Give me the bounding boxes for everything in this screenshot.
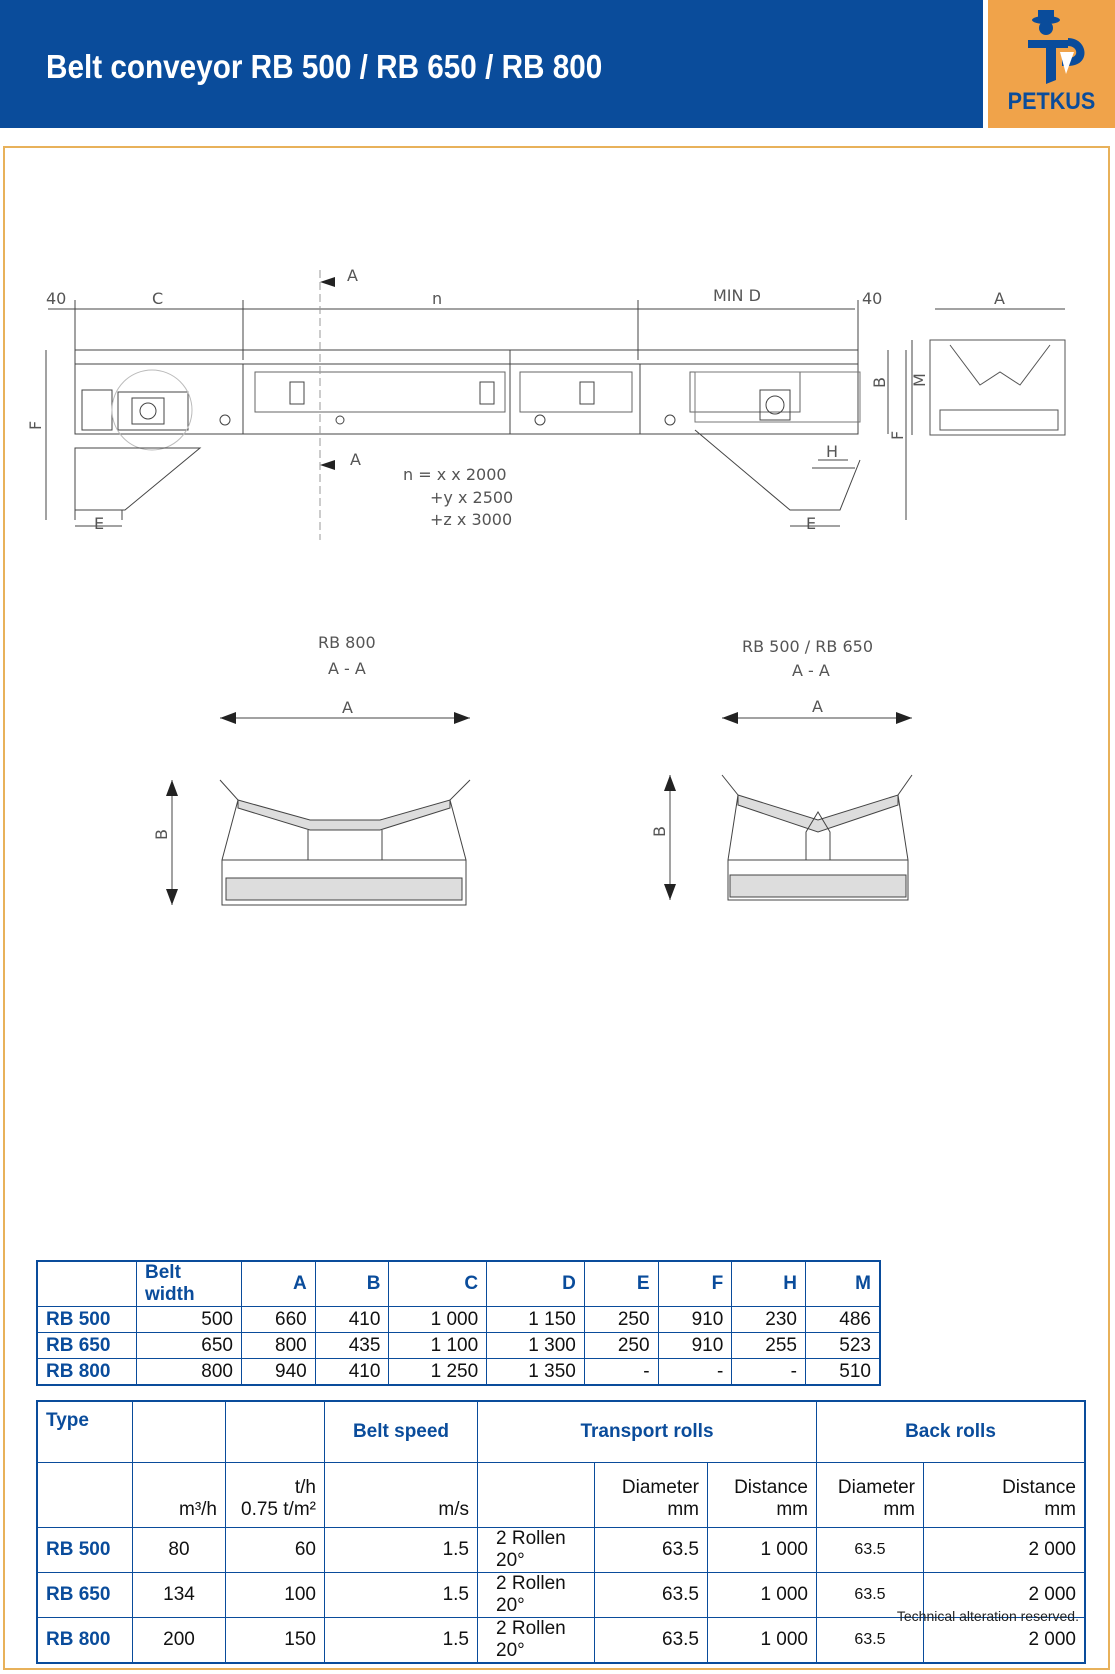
transport-rolls-header: Transport rolls <box>478 1401 817 1463</box>
transport-distance <box>708 1463 817 1528</box>
table-header: M <box>806 1261 881 1307</box>
table-header: E <box>584 1261 658 1307</box>
unit-th-line1: t/h <box>294 1477 316 1498</box>
dim-n: n <box>432 289 443 308</box>
mm-label: mm <box>667 1499 699 1520</box>
table-cell: - <box>584 1359 658 1386</box>
table-cell: 940 <box>242 1359 316 1386</box>
distance-label: Distance <box>734 1477 808 1498</box>
table-cell: 63.5 <box>595 1528 708 1573</box>
table-header <box>37 1261 137 1307</box>
dim-40-left: 40 <box>46 289 67 308</box>
row-label: RB 650 <box>37 1573 133 1618</box>
back-diameter <box>817 1463 924 1528</box>
table-cell: 1.5 <box>325 1618 478 1664</box>
table-row <box>37 1618 1085 1664</box>
table-cell: 60 <box>226 1528 325 1573</box>
type-label: Type <box>46 1410 89 1431</box>
empty-header <box>133 1401 226 1463</box>
table-cell: 63.5 <box>817 1528 924 1573</box>
table-cell: 200 <box>133 1618 226 1664</box>
table-header: F <box>658 1261 732 1307</box>
table-cell: 63.5 <box>595 1618 708 1664</box>
unit-th <box>226 1463 325 1528</box>
left-support-leg <box>75 448 200 510</box>
table-cell: 250 <box>584 1333 658 1359</box>
table-cell: 2 Rollen 20° <box>478 1573 595 1618</box>
rb800-dim-b: B <box>152 829 171 840</box>
table-cell: 1.5 <box>325 1528 478 1573</box>
table-cell: 63.5 <box>595 1573 708 1618</box>
dim-40-right: 40 <box>862 289 883 308</box>
table-header: Belt width <box>137 1261 242 1307</box>
rb800-dim-a: A <box>342 698 353 717</box>
back-rolls-header: Back rolls <box>817 1401 1086 1463</box>
table-cell: 134 <box>133 1573 226 1618</box>
dim-min-d: MIN D <box>713 286 761 305</box>
empty-subheader <box>478 1463 595 1528</box>
rb500-section-subtitle: A - A <box>792 661 830 680</box>
diameter-label: Diameter <box>837 1477 915 1498</box>
table-cell: 1 000 <box>708 1573 817 1618</box>
dim-b-right: B <box>870 377 889 388</box>
distance-label: Distance <box>1002 1477 1076 1498</box>
table-cell: 523 <box>806 1333 881 1359</box>
empty-header <box>226 1401 325 1463</box>
table-cell: 1 150 <box>487 1307 585 1333</box>
table-cell: 150 <box>226 1618 325 1664</box>
table-cell: 486 <box>806 1307 881 1333</box>
table-cell: 650 <box>137 1333 242 1359</box>
table-cell: 250 <box>584 1307 658 1333</box>
table-cell: 1 000 <box>389 1307 487 1333</box>
dim-a-end: A <box>994 289 1005 308</box>
table-header: D <box>487 1261 585 1307</box>
table-cell: 660 <box>242 1307 316 1333</box>
formula-line-1: n = x x 2000 <box>403 465 507 484</box>
row-label: RB 500 <box>37 1307 137 1333</box>
mm-label: mm <box>1044 1499 1076 1520</box>
table-header: A <box>242 1261 316 1307</box>
table-cell: 2 Rollen 20° <box>478 1618 595 1664</box>
section-a-top: A <box>347 266 358 285</box>
table-cell: 1 100 <box>389 1333 487 1359</box>
table-cell: 910 <box>658 1307 732 1333</box>
belt-speed-header: Belt speed <box>325 1401 478 1463</box>
table-cell: 1 000 <box>708 1618 817 1664</box>
rb800-section-title: RB 800 <box>318 633 376 652</box>
table-cell: 510 <box>806 1359 881 1386</box>
conveyor-frame-top <box>75 350 858 364</box>
table-cell: 500 <box>137 1307 242 1333</box>
table-cell: 1 300 <box>487 1333 585 1359</box>
table-row <box>37 1528 1085 1573</box>
rb500-dim-b: B <box>650 826 669 837</box>
row-label: RB 500 <box>37 1528 133 1573</box>
table-row <box>37 1333 880 1359</box>
dim-e-right: E <box>806 514 817 533</box>
dimensions-table <box>36 1260 881 1386</box>
end-view <box>930 340 1065 435</box>
mm-label: mm <box>776 1499 808 1520</box>
rb800-section-subtitle: A - A <box>328 659 366 678</box>
back-distance <box>924 1463 1086 1528</box>
table-cell: 2 000 <box>924 1528 1086 1573</box>
table-header: C <box>389 1261 487 1307</box>
rb500-section-title: RB 500 / RB 650 <box>742 637 873 656</box>
table-cell: 63.5 <box>817 1618 924 1664</box>
table-cell: 2 000 <box>924 1573 1086 1618</box>
footer-note: Technical alteration reserved. <box>896 1608 1079 1624</box>
table-header: B <box>315 1261 389 1307</box>
type-header <box>37 1401 133 1463</box>
dim-c: C <box>152 289 164 308</box>
table-cell: 1.5 <box>325 1573 478 1618</box>
mm-label: mm <box>883 1499 915 1520</box>
dim-f-right: F <box>888 430 907 440</box>
empty-subheader <box>37 1463 133 1528</box>
diameter-label: Diameter <box>621 1477 699 1498</box>
table-cell: - <box>732 1359 806 1386</box>
table-cell: 410 <box>315 1359 389 1386</box>
table-cell: - <box>658 1359 732 1386</box>
table-cell: 1 350 <box>487 1359 585 1386</box>
row-label: RB 650 <box>37 1333 137 1359</box>
formula-line-2: +y x 2500 <box>430 488 514 507</box>
transport-diameter <box>595 1463 708 1528</box>
table-cell: 80 <box>133 1528 226 1573</box>
page-title: Belt conveyor RB 500 / RB 650 / RB 800 <box>46 48 603 85</box>
dim-h: H <box>826 442 839 461</box>
rb500-dim-a: A <box>812 697 823 716</box>
table-cell: 800 <box>242 1333 316 1359</box>
row-label: RB 800 <box>37 1618 133 1664</box>
table-cell: 2 000 <box>924 1618 1086 1664</box>
section-a-bottom: A <box>350 450 361 469</box>
table-cell: 1 250 <box>389 1359 487 1386</box>
formula-line-3: +z x 3000 <box>430 510 513 529</box>
table-cell: 910 <box>658 1333 732 1359</box>
table-row <box>37 1359 880 1386</box>
table-cell: 255 <box>732 1333 806 1359</box>
table-header: H <box>732 1261 806 1307</box>
unit-ms: m/s <box>325 1463 478 1528</box>
brand-name: PETKUS <box>1007 88 1096 115</box>
table-cell: 2 Rollen 20° <box>478 1528 595 1573</box>
table-cell: 230 <box>732 1307 806 1333</box>
dim-m: M <box>910 373 929 387</box>
table-cell: 63.5 <box>817 1573 924 1618</box>
table-cell: 100 <box>226 1573 325 1618</box>
dim-e-left: E <box>94 514 105 533</box>
table-cell: 1 000 <box>708 1528 817 1573</box>
row-label: RB 800 <box>37 1359 137 1386</box>
conveyor-frame-body <box>75 364 858 434</box>
table-cell: 410 <box>315 1307 389 1333</box>
dim-f-left: F <box>26 420 45 430</box>
table-cell: 435 <box>315 1333 389 1359</box>
table-cell: 800 <box>137 1359 242 1386</box>
unit-th-line2: 0.75 t/m² <box>241 1499 316 1520</box>
table-row <box>37 1307 880 1333</box>
performance-table <box>36 1400 1086 1664</box>
unit-m3h: m³/h <box>133 1463 226 1528</box>
